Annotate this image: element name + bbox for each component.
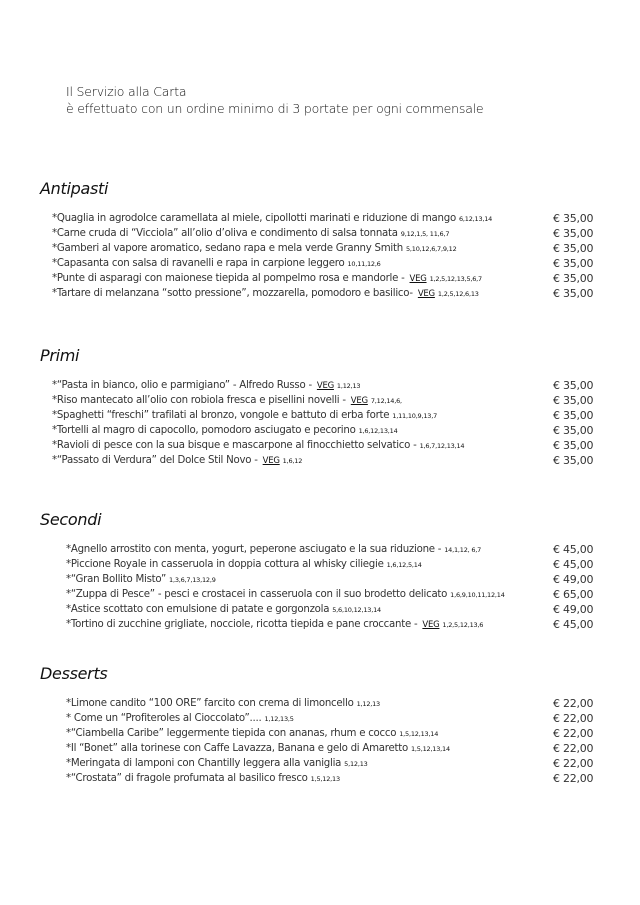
section-title: Antipasti	[40, 179, 109, 198]
allergen-codes: 1,3,6,7,13,12,9	[169, 576, 216, 584]
dish-name: *Agnello arrostito con menta, yogurt, peperone asciugato e la sua riduzione -	[66, 544, 442, 555]
dish-name: *Il “Bonet” alla torinese con Caffe Lavazza, Banana e gelo di Amaretto	[66, 743, 408, 754]
menu-item-description	[66, 602, 381, 618]
dish-name: *Astice scottato con emulsione di patate e gorgonzola	[66, 604, 330, 615]
allergen-codes: 5,10,12,6,7,9,12	[405, 245, 457, 253]
allergen-codes: 1,5,12,13,14	[410, 745, 450, 753]
menu-item-description	[66, 696, 380, 712]
allergen-codes: 1,6,12,13,14	[358, 427, 398, 435]
menu-item	[0, 756, 640, 771]
menu-item	[0, 438, 640, 453]
menu-item-description	[52, 256, 381, 272]
menu-item-description	[52, 453, 302, 469]
allergen-codes: 1,12,13	[336, 382, 361, 390]
menu-item	[0, 211, 640, 226]
menu-item-description	[66, 711, 294, 727]
menu-item	[0, 726, 640, 741]
price: € 35,00	[553, 242, 594, 255]
menu-item-description	[52, 408, 437, 424]
allergen-codes: 1,2,5,12,13,6	[442, 621, 484, 629]
dish-name: *Riso mantecato all’olio con robiola fresca e pisellini novelli -	[52, 395, 346, 406]
allergen-codes: 7,12,14,6,	[370, 397, 402, 405]
dish-name: *Capasanta con salsa di ravanelli e rapa in carpione leggero	[52, 258, 345, 269]
price: € 35,00	[553, 272, 594, 285]
allergen-codes: 6,12,13,14	[458, 215, 493, 223]
menu-item	[0, 256, 640, 271]
menu-item-description	[66, 726, 438, 742]
allergen-codes: 14,1,12, 6,7	[444, 546, 482, 554]
service-note-line-2: è effettuato con un ordine minimo di 3 portate per ogni commensale	[66, 101, 484, 116]
menu-item	[0, 393, 640, 408]
menu-item	[0, 408, 640, 423]
dish-name: *“Passato di Verdura” del Dolce Stil Novo -	[52, 455, 258, 466]
allergen-codes: 1,2,5,12,13,5,6,7	[429, 275, 482, 283]
price: € 35,00	[553, 454, 594, 467]
menu-item-description	[66, 756, 368, 772]
price: € 35,00	[553, 212, 594, 225]
dish-name: *“Zuppa di Pesce” - pesci e crostacei in casseruola con il suo brodetto delicato	[66, 589, 448, 600]
price: € 49,00	[553, 573, 594, 586]
menu-item	[0, 741, 640, 756]
menu-item-description	[66, 771, 340, 787]
price: € 22,00	[553, 742, 594, 755]
dish-name: *Spaghetti “freschi” trafilati al bronzo, vongole e battuto di erba forte	[52, 410, 390, 421]
menu-item-description	[52, 286, 479, 302]
price: € 45,00	[553, 558, 594, 571]
menu-item-description	[66, 542, 481, 558]
section-title: Secondi	[40, 510, 102, 529]
menu-item	[0, 378, 640, 393]
dish-name: *Tortino di zucchine grigliate, nocciole, ricotta tiepida e pane croccante -	[66, 619, 418, 630]
dish-name: *Carne cruda di “Vicciola” all’olio d’oliva e condimento di salsa tonnata	[52, 228, 398, 239]
dish-name: *Gamberi al vapore aromatico, sedano rapa e mela verde Granny Smith	[52, 243, 403, 254]
dish-name: *Piccione Royale in casseruola in doppia cottura al whisky ciliegie	[66, 559, 384, 570]
menu-item-description	[66, 617, 483, 633]
menu-item-description	[52, 211, 492, 227]
menu-item-description	[66, 557, 422, 573]
menu-item	[0, 423, 640, 438]
service-note-line-1: Il Servizio alla Carta	[66, 84, 187, 99]
menu-item-description	[52, 226, 449, 242]
allergen-codes: 1,5,12,13	[310, 775, 340, 783]
allergen-codes: 1,2,5,12,6,13	[437, 290, 479, 298]
price: € 22,00	[553, 772, 594, 785]
dish-name: *“Gran Bollito Misto”	[66, 574, 167, 585]
price: € 35,00	[553, 439, 594, 452]
allergen-codes: 1,12,13	[356, 700, 380, 708]
veg-badge: VEG	[422, 620, 440, 630]
allergen-codes: 9,12,1,5, 11,6,7	[400, 230, 450, 238]
allergen-codes: 10,11,12,6	[347, 260, 381, 268]
menu-item	[0, 696, 640, 711]
menu-item-description	[66, 572, 216, 588]
menu-item-description	[52, 271, 482, 287]
allergen-codes: 1,11,10,9,13,7	[392, 412, 438, 420]
menu-item	[0, 271, 640, 286]
price: € 49,00	[553, 603, 594, 616]
price: € 45,00	[553, 618, 594, 631]
menu-item	[0, 587, 640, 602]
price: € 35,00	[553, 257, 594, 270]
menu-item-description	[66, 741, 450, 757]
section-title: Desserts	[40, 664, 108, 683]
section-title: Primi	[40, 346, 80, 365]
dish-name: * Come un “Profiteroles al Cioccolato”....	[66, 713, 262, 724]
menu-item	[0, 286, 640, 301]
menu-item	[0, 226, 640, 241]
menu-item	[0, 617, 640, 632]
menu-item-description	[66, 587, 505, 603]
allergen-codes: 1,6,12,5,14	[386, 561, 422, 569]
allergen-codes: 1,6,12	[282, 457, 303, 465]
menu-item-description	[52, 378, 360, 394]
price: € 45,00	[553, 543, 594, 556]
price: € 22,00	[553, 727, 594, 740]
dish-name: *Tartare di melanzana “sotto pressione”, mozzarella, pomodoro e basilico-	[52, 288, 413, 299]
menu-item	[0, 711, 640, 726]
allergen-codes: 5,6,10,12,13,14	[332, 606, 381, 614]
veg-badge: VEG	[316, 381, 334, 391]
allergen-codes: 1,6,7,12,13,14	[419, 442, 465, 450]
service-note	[66, 83, 483, 117]
dish-name: *“Ciambella Caribe” leggermente tiepida con ananas, rhum e cocco	[66, 728, 397, 739]
dish-name: *Limone candito “100 ORE” farcito con crema di limoncello	[66, 698, 354, 709]
menu-item	[0, 602, 640, 617]
menu-item	[0, 542, 640, 557]
menu-item	[0, 572, 640, 587]
dish-name: *Quaglia in agrodolce caramellata al miele, cipollotti marinati e riduzione di mango	[52, 213, 456, 224]
menu-item-description	[52, 423, 398, 439]
allergen-codes: 1,6,9,10,11,12,14	[450, 591, 505, 599]
price: € 22,00	[553, 712, 594, 725]
veg-badge: VEG	[417, 289, 435, 299]
dish-name: *Meringata di lamponi con Chantilly leggera alla vaniglia	[66, 758, 342, 769]
dish-name: *Punte di asparagi con maionese tiepida al pompelmo rosa e mandorle -	[52, 273, 405, 284]
allergen-codes: 1,12,13,5	[264, 715, 294, 723]
price: € 35,00	[553, 409, 594, 422]
price: € 35,00	[553, 394, 594, 407]
allergen-codes: 1,5,12,13,14	[399, 730, 439, 738]
dish-name: *“Pasta in bianco, olio e parmigiano” - Alfredo Russo -	[52, 380, 312, 391]
dish-name: *Ravioli di pesce con la sua bisque e mascarpone al finocchietto selvatico -	[52, 440, 417, 451]
veg-badge: VEG	[409, 274, 427, 284]
dish-name: *“Crostata” di fragole profumata al basilico fresco	[66, 773, 308, 784]
menu-item	[0, 771, 640, 786]
menu-item	[0, 557, 640, 572]
price: € 22,00	[553, 757, 594, 770]
price: € 35,00	[553, 379, 594, 392]
price: € 65,00	[553, 588, 594, 601]
menu-item-description	[52, 241, 457, 257]
price: € 35,00	[553, 424, 594, 437]
menu-item	[0, 453, 640, 468]
price: € 35,00	[553, 227, 594, 240]
menu-item-description	[52, 438, 464, 454]
menu-item	[0, 241, 640, 256]
allergen-codes: 5,12,13	[344, 760, 368, 768]
veg-badge: VEG	[262, 456, 280, 466]
dish-name: *Tortelli al magro di capocollo, pomodoro asciugato e pecorino	[52, 425, 356, 436]
veg-badge: VEG	[350, 396, 368, 406]
menu-item-description	[52, 393, 402, 409]
price: € 35,00	[553, 287, 594, 300]
price: € 22,00	[553, 697, 594, 710]
